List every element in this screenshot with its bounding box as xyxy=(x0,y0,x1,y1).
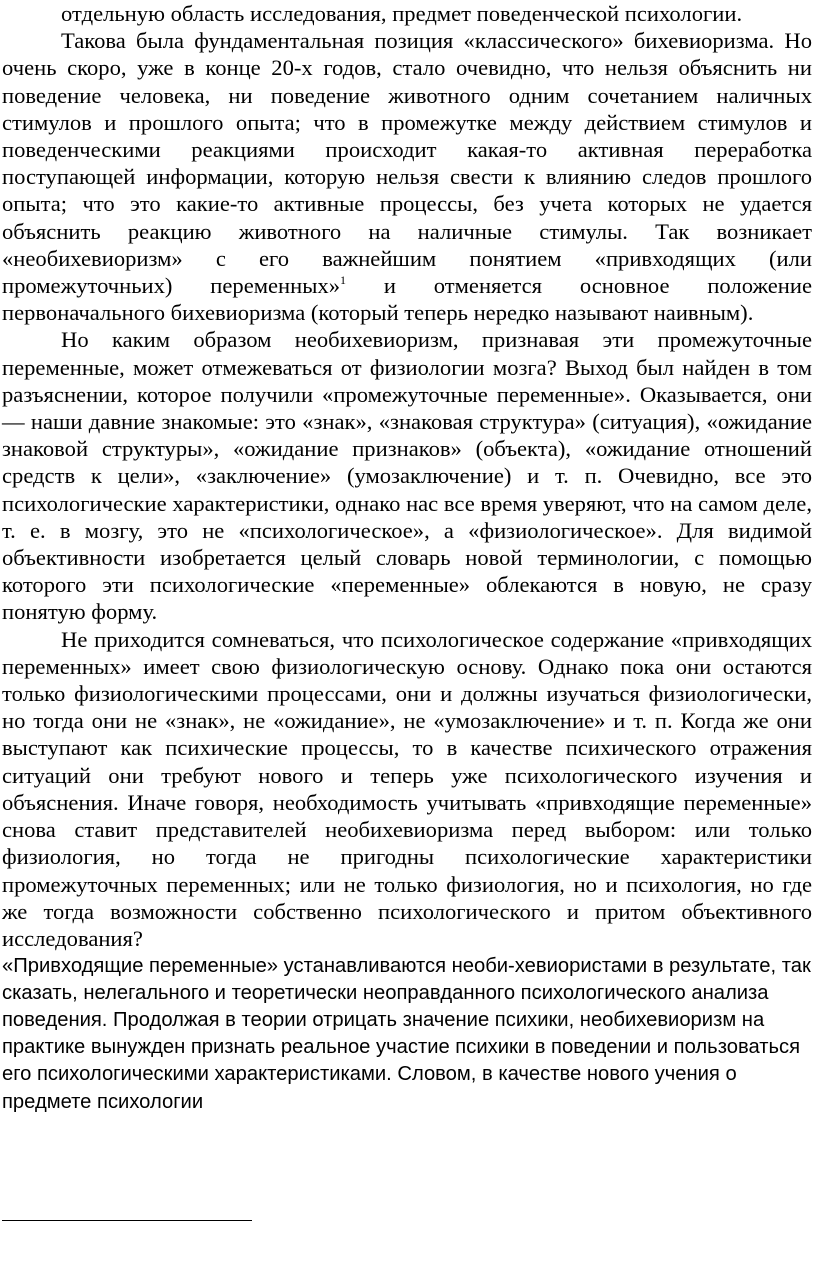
paragraph-classical-behaviorism xyxy=(2,27,812,326)
paragraph-text: Но каким образом необихевиоризм, признавая эти промежуточные переменные, может отмежеваться от физиологии мозга? Выход был найден в том разъяснении, которое получили «промежуточные переменные». Оказывается, они — наши давние знакомые: это «знак», «знаковая структура» (ситуация), «ожидание знаковой структуры», «ожидание признаков» (объекта), «ожидание отношений средств к цели», «заключение» (умозаключение) и т. п. Очевидно, все это психологические характеристики, однако нас все время уверяют, что на самом деле, т. е. в мозгу, это не «психологическое», а «физиологическое». Для видимой объективности изобретается целый словарь новой терминологии, с помощью которого эти психологические «переменные» облекаются в новую, не сразу понятую форму. xyxy=(2,327,812,625)
paragraph-intermediate-variables xyxy=(2,326,812,625)
paragraph-text: «Привходящие переменные» устанавливаются необи-хевиористами в результате, так сказать, нелегального и теоретически неоправданного психологического анализа поведения. Продолжая в теории отрицать значение психики, необихевиоризм на практике вынужден признать реальное участие психики в поведении и пользоваться его психологическими характеристиками. Словом, в качестве нового учения о предмете психологии xyxy=(2,955,811,1113)
paragraph-continuation xyxy=(2,0,812,27)
paragraph-text: и отменяется основное положение первоначального бихевиоризма (который теперь нередко называют наивным). xyxy=(2,273,812,326)
paragraph-text: Не приходится сомневаться, что психологическое содержание «привходящих переменных» имеет свою физиологическую основу. Однако пока они остаются только физиологическими процессами, они и должны изучаться физиологически, но тогда они не «знак», не «ожидание», не «умозаключение» и т. п. Когда же они выступают как психические процессы, то в качестве психического отражения ситуаций они требуют нового и теперь уже психологического изучения и объяснения. Иначе говоря, необходимость учитывать «привходящие переменные» снова ставит представителей необихевиоризма перед выбором: или только физиология, но тогда не пригодны психологические характеристики промежуточных переменных; или не только физиология, но и психология, но где же тогда возможности собственно психологического и притом объективного исследования? xyxy=(2,626,812,951)
document-page xyxy=(2,0,812,1116)
paragraph-physiological-basis xyxy=(2,626,812,952)
footnote-marker[interactable]: 1 xyxy=(340,273,347,288)
paragraph-text: отдельную область исследования, предмет поведенческой психологии. xyxy=(61,1,743,26)
footnote-separator xyxy=(2,1220,252,1221)
paragraph-text: Такова была фундаментальная позиция «классического» бихевиоризма. Но очень скоро, уже в конце 20-х годов, стало очевидно, что нельзя объяснить ни поведение человека, ни поведение животного одним сочетанием наличных стимулов и прошлого опыта; что в промежутке между действием стимулов и поведенческими реакциями происходит какая-то активная переработка поступающей информации, которую нельзя свести к влиянию следов прошлого опыта; что это какие-то активные процессы, без учета которых не удается объяснить реакцию животного на наличные стимулы. Так возникает «необихевиоризм» с его важнейшим понятием «привходящих (или промежуточньих) переменных» xyxy=(2,28,812,299)
paragraph-neobehaviorism-conclusion xyxy=(2,953,812,1116)
